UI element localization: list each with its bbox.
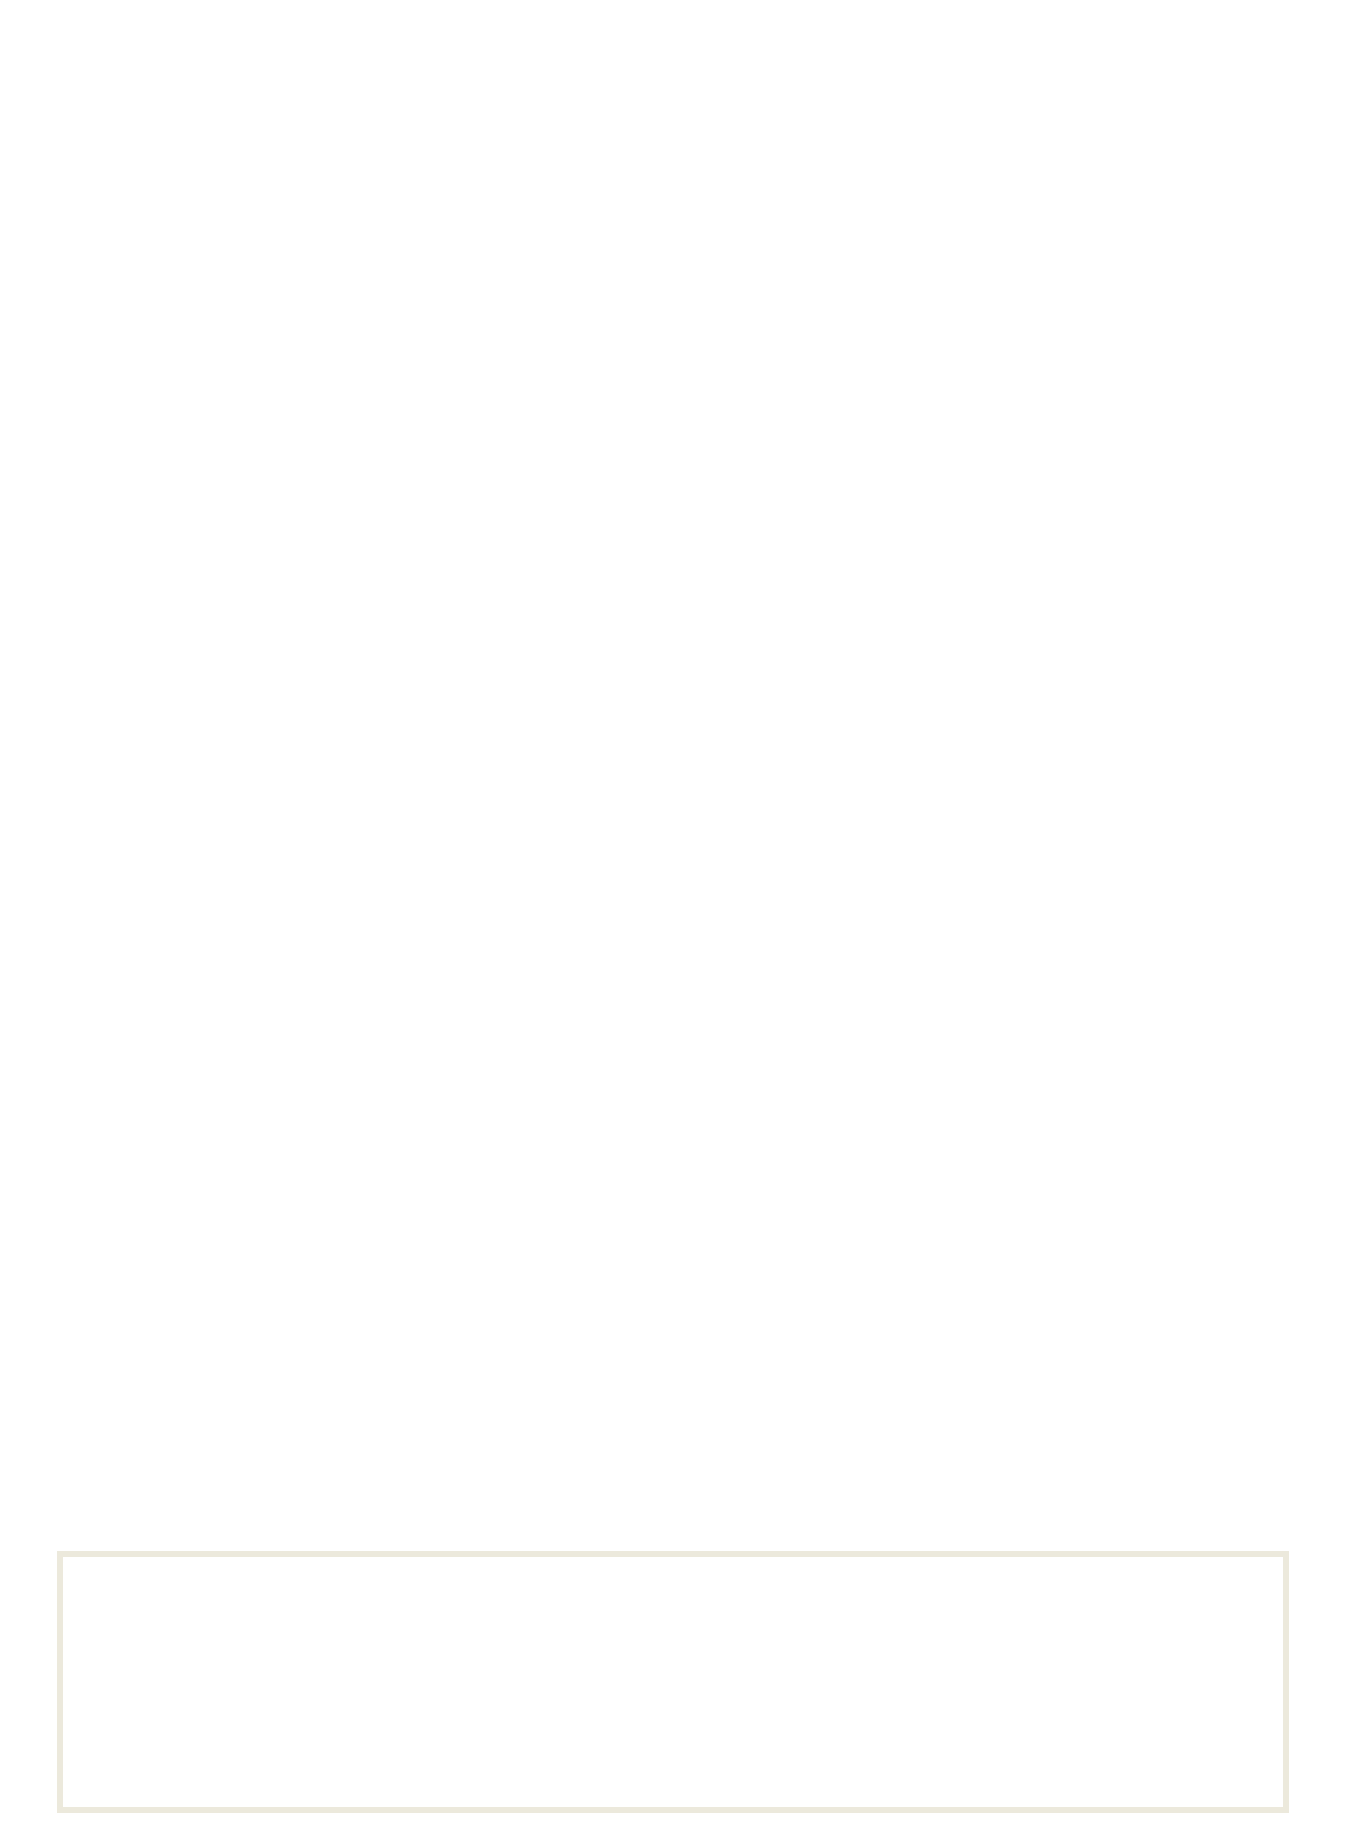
qr-code-graphic [1113, 1613, 1263, 1763]
side-note [1271, 250, 1321, 1545]
info-box [57, 1551, 1289, 1813]
qr-code-icon[interactable] [1113, 1613, 1263, 1768]
